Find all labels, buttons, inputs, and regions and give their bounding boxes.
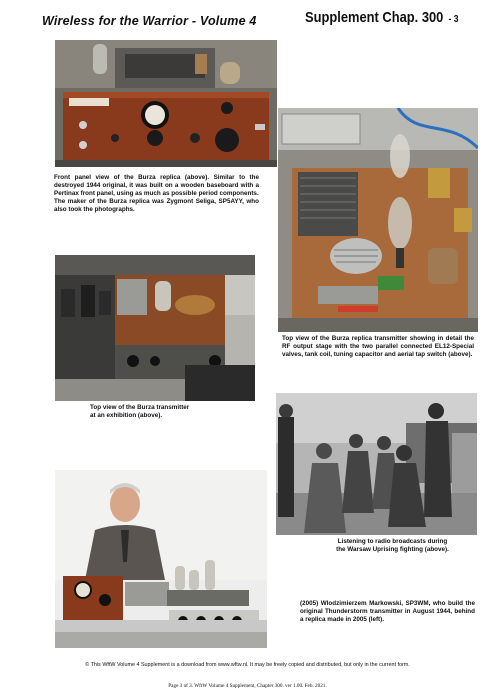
caption-uprising-line1: Listening to radio broadcasts during: [337, 538, 448, 545]
caption-exhibition-line1: Top view of the Burza transmitter: [90, 404, 190, 411]
chapter-heading: [305, 9, 459, 26]
page-footer: Page 3 of 3. WftW Volume 4 Supplement, Chapter 300. ver 1.00. Feb. 2021.: [168, 683, 327, 689]
caption-front-panel-text: Front panel view of the Burza replica (above). Similar to the destroyed 1944 original, it was built on a wooden baseboard with a Pertinax front panel, using as much as possible period components.: [54, 174, 259, 197]
caption-markowski: (2005) Wlodzimierzem Markowski, SP3WM, who build the original Thunderstorm transmitter in August 1944, behind a replica made in 2005 (left).: [300, 600, 475, 623]
caption-exhibition-line2: at an exhibition (above).: [90, 412, 163, 419]
front-panel-photo: [55, 40, 277, 167]
caption-transmitter-top-view: Top view of the Burza replica transmitter showing in detail the RF output stage with the two parallel connected EL12-Special valves, tank coil, tuning capacitor and aerial tap switch (above).: [282, 335, 474, 358]
chapter-title: Supplement Chap. 300: [305, 9, 444, 26]
caption-uprising: [300, 538, 485, 554]
transmitter-top-view-photo: [278, 108, 478, 332]
copyright-notice: © This WftW Volume 4 Supplement is a download from www.wftw.nl. It may be freely copied and distributed, but only in the current form.: [85, 662, 410, 668]
caption-uprising-line2: the Warsaw Uprising fighting (above).: [336, 546, 449, 553]
uprising-photo: [276, 393, 477, 535]
book-title: Wireless for the Warrior - Volume 4: [42, 14, 257, 28]
markowski-photo: [55, 470, 267, 648]
caption-maker-text: The maker of the Burza replica was Zygmont Seliga, SP5AYY, who also took the photographs.: [54, 198, 259, 213]
page-marker: - 3: [448, 14, 459, 25]
caption-front-panel: [54, 174, 259, 214]
exhibition-photo: [55, 255, 255, 401]
caption-exhibition: [90, 404, 260, 420]
